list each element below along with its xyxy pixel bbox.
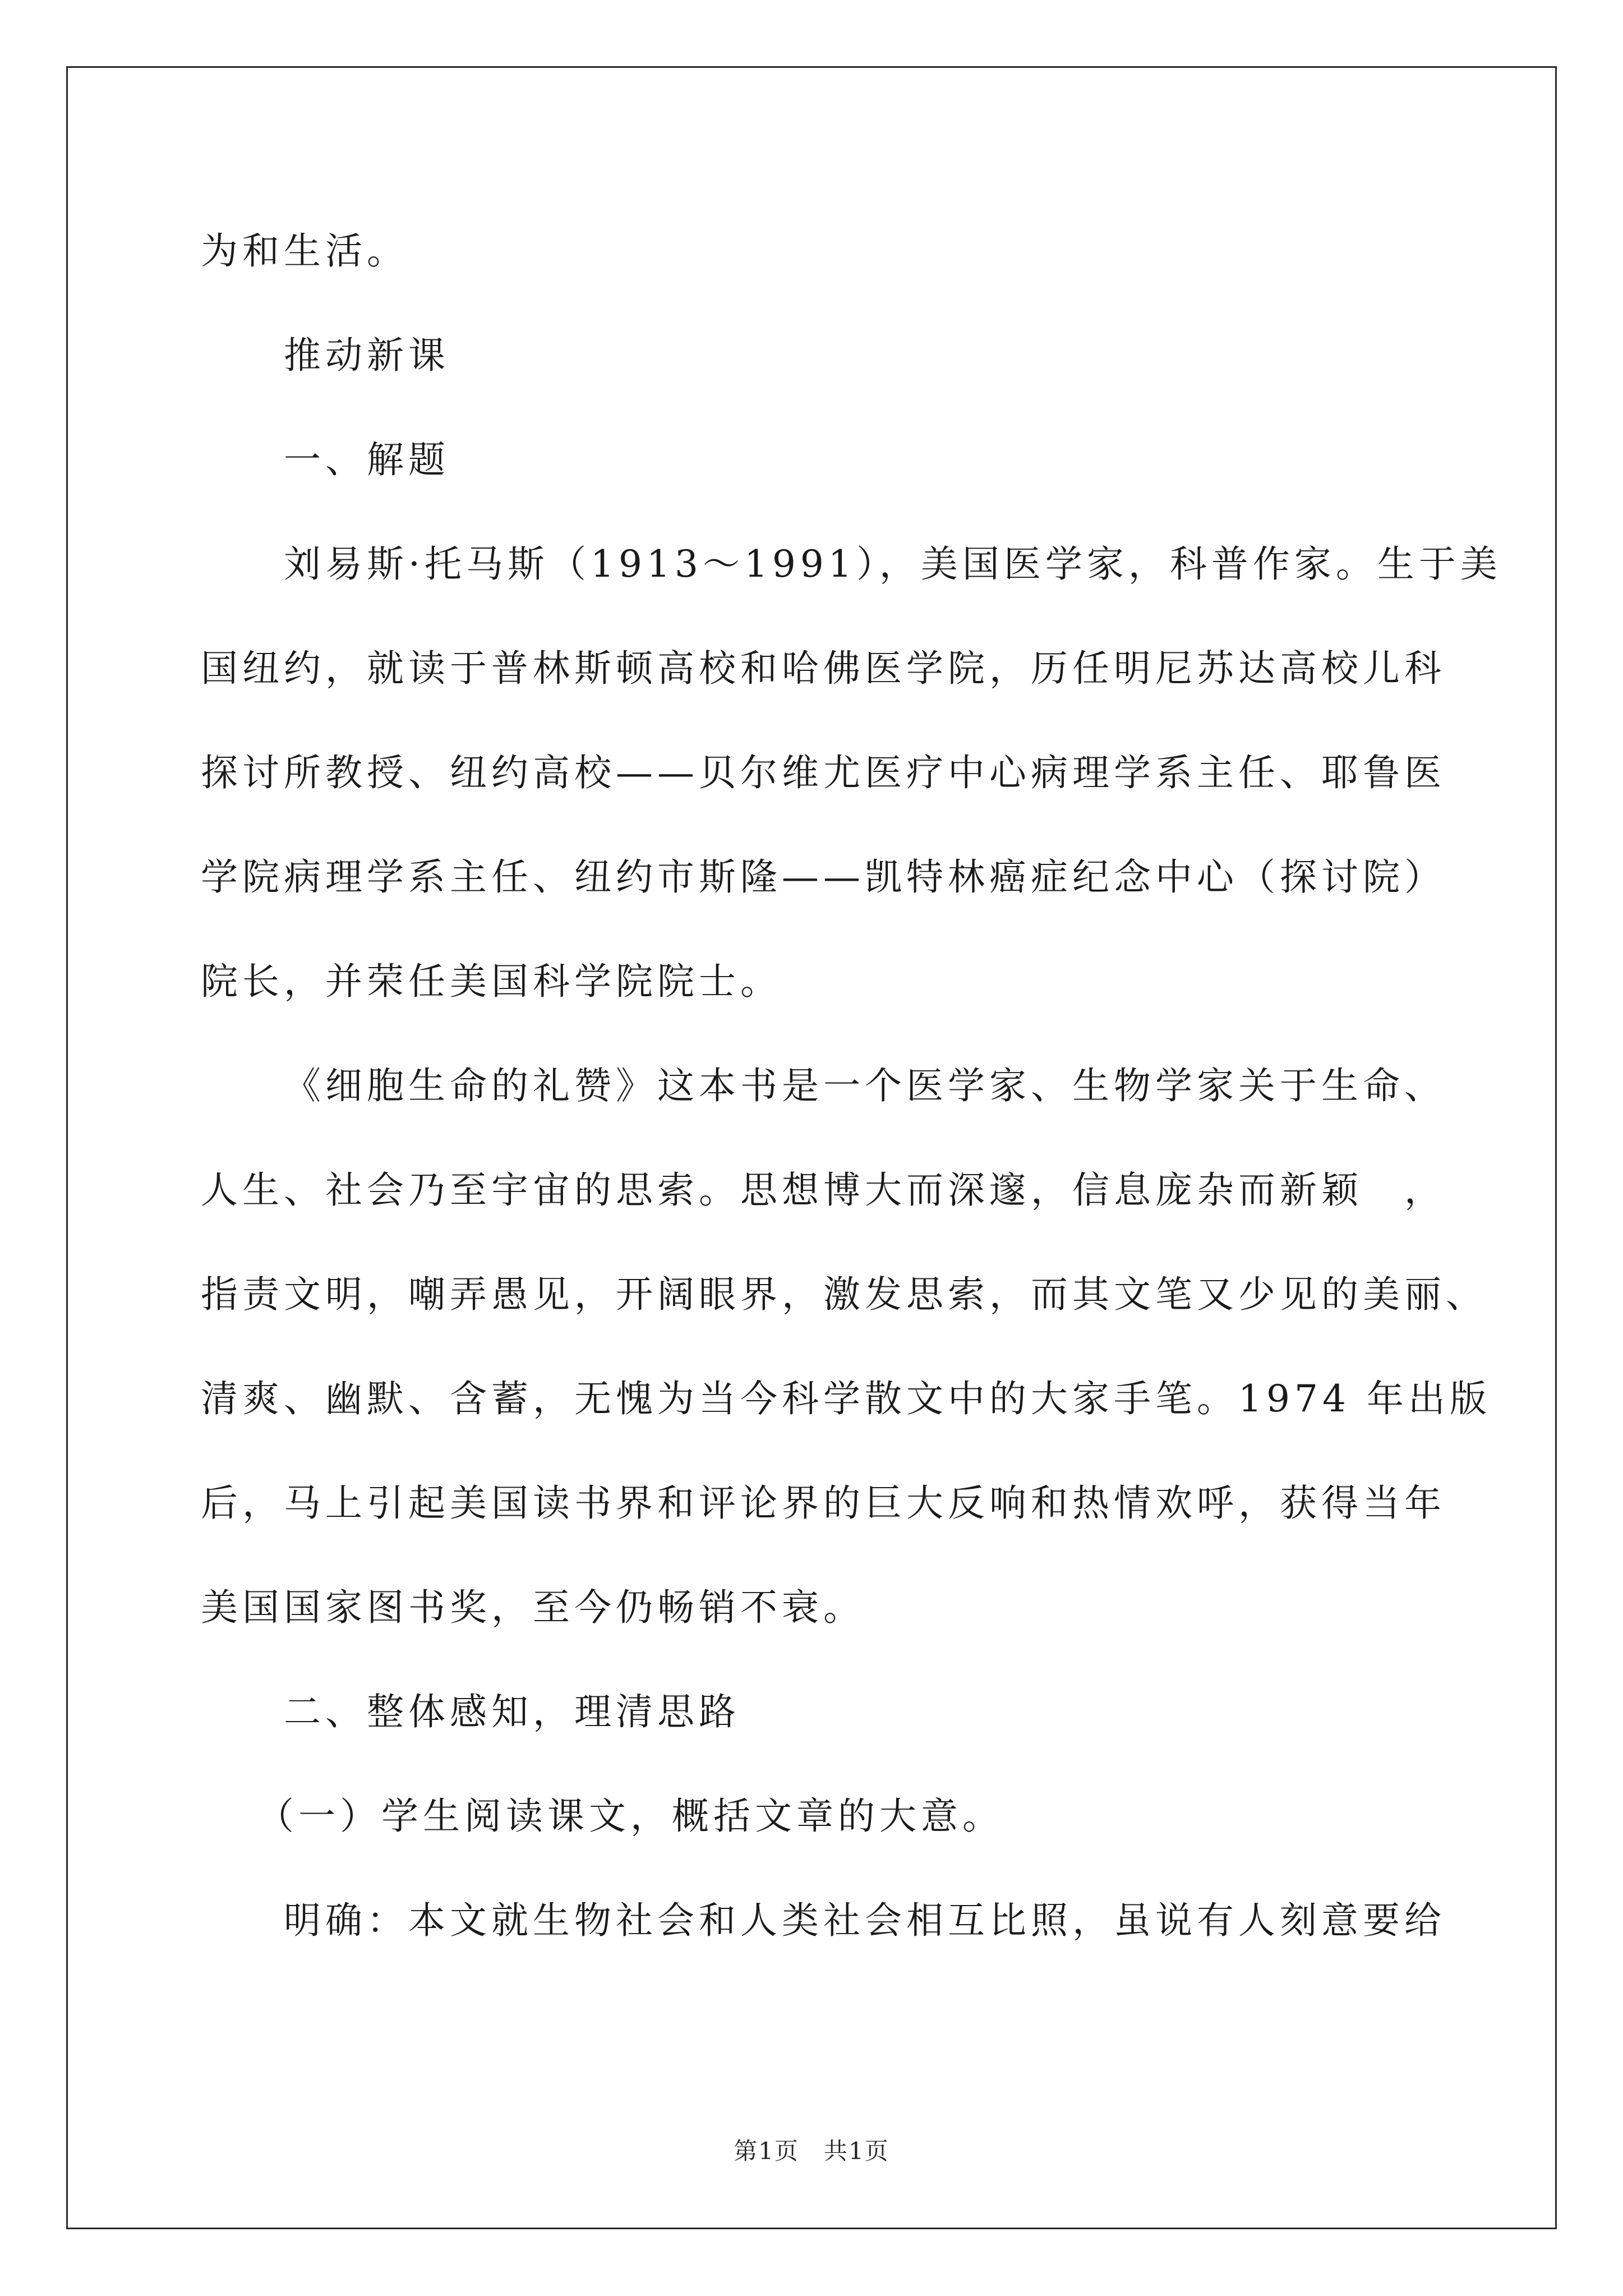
paragraph-line: 院长，并荣任美国科学院院士。 bbox=[201, 960, 782, 1003]
paragraph-line: 学院病理学系主任、纽约市斯隆——凯特林癌症纪念中心（探讨院） bbox=[201, 855, 1446, 899]
paragraph-line: 刘易斯·托马斯（1913～1991），美国医学家，科普作家。生于美 bbox=[284, 542, 1502, 586]
paragraph-line: 明确：本文就生物社会和人类社会相互比照，虽说有人刻意要给 bbox=[284, 1899, 1446, 1942]
section-heading: 二、整体感知，理清思路 bbox=[284, 1690, 740, 1733]
paragraph-line: 探讨所教授、纽约高校——贝尔维尤医疗中心病理学系主任、耶鲁医 bbox=[201, 751, 1446, 794]
paragraph-line: 国纽约，就读于普林斯顿高校和哈佛医学院，历任明尼苏达高校儿科 bbox=[201, 647, 1446, 690]
paragraph-line: 指责文明，嘲弄愚见，开阔眼界，激发思索，而其文笔又少见的美丽、 bbox=[201, 1273, 1487, 1316]
text-line: 为和生活。 bbox=[201, 229, 408, 273]
paragraph-line: 后，马上引起美国读书界和评论界的巨大反响和热情欢呼，获得当年 bbox=[201, 1481, 1446, 1525]
paragraph-line: 清爽、幽默、含蓄，无愧为当今科学散文中的大家手笔。1974 年出版 bbox=[201, 1377, 1491, 1420]
paragraph-line: 美国国家图书奖，至今仍畅销不衰。 bbox=[201, 1586, 865, 1629]
section-heading: 推动新课 bbox=[284, 334, 450, 377]
page-footer: 第1页 共1页 bbox=[734, 2137, 889, 2165]
section-heading: 一、解题 bbox=[284, 438, 450, 481]
paragraph-line: （一）学生阅读课文，概括文章的大意。 bbox=[257, 1795, 1004, 1838]
paragraph-line: 人生、社会乃至宇宙的思索。思想博大而深邃，信息庞杂而新颖 ， bbox=[201, 1168, 1446, 1212]
paragraph-line: 《细胞生命的礼赞》这本书是一个医学家、生物学家关于生命、 bbox=[284, 1064, 1446, 1107]
